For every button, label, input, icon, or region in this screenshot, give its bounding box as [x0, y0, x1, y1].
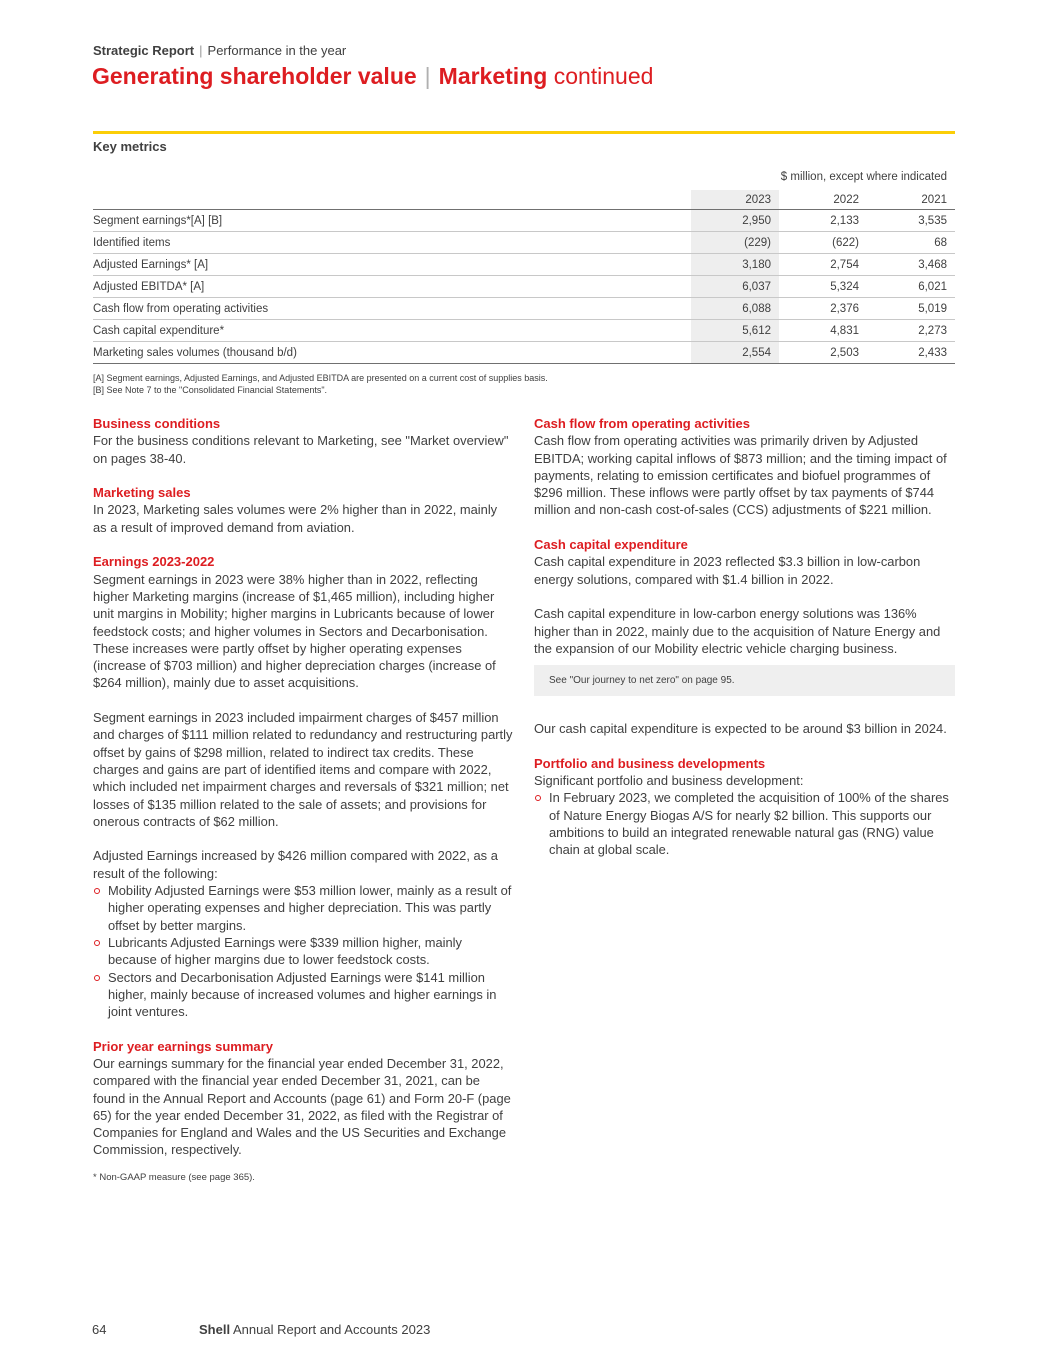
- footnote-a: [A] Segment earnings, Adjusted Earnings, and Adjusted EBITDA are presented on a current cost of supplies basis.: [93, 373, 548, 383]
- prior-year-heading: Prior year earnings summary: [93, 1038, 273, 1054]
- unit-note: $ million, except where indicated: [780, 171, 947, 183]
- table-row: [93, 342, 955, 364]
- row-label: Adjusted EBITDA* [A]: [93, 276, 691, 298]
- table-row: [93, 298, 955, 320]
- breadcrumb: [93, 43, 346, 58]
- value-2023: 6,037: [691, 276, 779, 298]
- table-row: [93, 254, 955, 276]
- header-2021: 2021: [867, 190, 955, 210]
- page-number: 64: [92, 1322, 107, 1337]
- footer-brand: [199, 1322, 430, 1337]
- earnings-heading: Earnings 2023-2022: [93, 554, 215, 570]
- table-footnotes: [93, 373, 548, 396]
- table-row: [93, 276, 955, 298]
- earnings-paragraph-3: Adjusted Earnings increased by $426 million compared with 2022, as a result of the following:: [93, 848, 498, 881]
- right-column: [534, 415, 954, 876]
- value-2023: 2,950: [691, 210, 779, 232]
- header-2023: 2023: [691, 190, 779, 210]
- row-label: Marketing sales volumes (thousand b/d): [93, 342, 691, 364]
- key-metrics-title: Key metrics: [93, 139, 167, 154]
- callout-text: See "Our journey to net zero" on page 95.: [549, 675, 735, 687]
- marketing-sales-heading: Marketing sales: [93, 485, 191, 501]
- value-2022: 2,503: [779, 342, 867, 364]
- brand-name: Shell: [199, 1322, 231, 1337]
- business-conditions-heading: Business conditions: [93, 416, 221, 431]
- value-2021: 2,273: [867, 320, 955, 342]
- section-divider: [93, 131, 955, 134]
- row-label: Cash capital expenditure*: [93, 320, 691, 342]
- non-gaap-note: * Non-GAAP measure (see page 365).: [93, 1172, 255, 1183]
- row-label: Adjusted Earnings* [A]: [93, 254, 691, 276]
- breadcrumb-subsection: Performance in the year: [207, 43, 347, 58]
- portfolio-bullet-list: [534, 789, 954, 858]
- value-2023: (229): [691, 232, 779, 254]
- list-item: In February 2023, we completed the acquisition of 100% of the shares of Nature Energy Biogas A/S for nearly $2 billion. This supports our ambitions to build an integrated renewable natural gas (RNG) value chain at global scale.: [534, 789, 954, 858]
- earnings-bullet-list: [93, 882, 513, 1020]
- value-2022: (622): [779, 232, 867, 254]
- value-2022: 2,133: [830, 214, 859, 227]
- portfolio-heading: Portfolio and business developments: [534, 755, 766, 771]
- table-row: [93, 232, 955, 254]
- report-name: Annual Report and Accounts 2023: [232, 1322, 431, 1337]
- value-2021: 3,535: [918, 214, 947, 227]
- portfolio-intro: Significant portfolio and business development:: [534, 773, 804, 789]
- page-title-topic: Marketing: [438, 63, 548, 89]
- row-label: Segment earnings*[A] [B]: [93, 214, 223, 227]
- cash-flow-text: Cash flow from operating activities was primarily driven by Adjusted EBITDA; working capital inflows of $873 million; and the timing impact of payments, relating to emission certificates and biofuel programmes of $296 million. These inflows were partly offset by tax payments of $744 million and non-cash cost-of-sales (CCS) adjustments of $221 million.: [534, 433, 947, 518]
- cash-flow-heading: Cash flow from operating activities: [534, 416, 750, 431]
- value-2022: 2,376: [779, 298, 867, 320]
- value-2021: 3,468: [867, 254, 955, 276]
- capex-paragraph-1: Cash capital expenditure in 2023 reflected $3.3 billion in low-carbon energy solutions, compared with $1.4 billion in 2022.: [534, 554, 921, 587]
- table-header-row: [93, 190, 955, 210]
- marketing-sales-text: In 2023, Marketing sales volumes were 2% higher than in 2022, mainly as a result of improved demand from aviation.: [93, 502, 498, 535]
- value-2022: 2,754: [779, 254, 867, 276]
- value-2022: 4,831: [779, 320, 867, 342]
- header-label: [93, 190, 691, 210]
- value-2023: 6,088: [691, 298, 779, 320]
- value-2023: 3,180: [691, 254, 779, 276]
- breadcrumb-separator: |: [199, 43, 203, 58]
- value-2023: 2,554: [691, 342, 779, 364]
- key-metrics-table: [93, 190, 955, 364]
- breadcrumb-section: Strategic Report: [93, 43, 195, 58]
- row-label: Cash flow from operating activities: [93, 298, 691, 320]
- list-item: Sectors and Decarbonisation Adjusted Earnings were $141 million higher, mainly because of increased volumes and higher earnings in joint ventures.: [93, 969, 513, 1021]
- list-item: Mobility Adjusted Earnings were $53 million lower, mainly as a result of higher operating expenses and higher depreciation. This was partly offset by better margins.: [93, 882, 513, 934]
- capex-paragraph-3: Our cash capital expenditure is expected to be around $3 billion in 2024.: [534, 721, 947, 737]
- value-2022: 5,324: [779, 276, 867, 298]
- earnings-paragraph-1: Segment earnings in 2023 were 38% higher than in 2022, reflecting higher Marketing margins (increase of $1,465 million), including higher unit margins in Mobility; higher margins in Lubricants because of lower feedstock costs; and higher volumes in Sectors and Decarbonisation. These increases were partly offset by higher operating expenses (increase of $703 million) and higher depreciation charges (increase of $264 million), mainly due to asset acquisitions.: [93, 571, 496, 691]
- value-2023: 5,612: [691, 320, 779, 342]
- value-2021: 2,433: [867, 342, 955, 364]
- value-2021: 6,021: [867, 276, 955, 298]
- header-2022: 2022: [779, 190, 867, 210]
- page-title: [92, 63, 653, 90]
- page-title-main: Generating shareholder value: [92, 63, 417, 89]
- page-title-suffix: continued: [553, 63, 654, 89]
- footnote-b: [B] See Note 7 to the "Consolidated Financial Statements".: [93, 384, 328, 395]
- capex-heading: Cash capital expenditure: [534, 537, 688, 553]
- earnings-paragraph-2: Segment earnings in 2023 included impairment charges of $457 million and charges of $111 million related to redundancy and restructuring partly offset by gains of $298 million, related to indirect tax credits. These charges and gains are part of identified items and compare with 2022, which included net impairment charges and reversals of $321 million; net losses of $135 million related to the sale of assets; and provisions for onerous contracts of $62 million.: [93, 710, 513, 829]
- capex-paragraph-2: Cash capital expenditure in low-carbon energy solutions was 136% higher than in 2022, mainly due to the acquisition of Nature Energy and the expansion of our Mobility electric vehicle charging business.: [534, 606, 941, 656]
- table-row: [93, 210, 955, 232]
- net-zero-callout: [534, 665, 955, 696]
- left-column: [93, 415, 513, 1176]
- title-separator: |: [424, 63, 431, 89]
- list-item: Lubricants Adjusted Earnings were $339 million higher, mainly because of higher margins due to lower feedstock costs.: [93, 934, 513, 969]
- value-2021: 68: [867, 232, 955, 254]
- prior-year-text: Our earnings summary for the financial year ended December 31, 2022, compared with the financial year ended December 31, 2021, can be found in the Annual Report and Accounts (page 61) and Form 20-F (page 65) for the year ended December 31, 2022, as filed with the Registrar of Companies for England and Wales and the US Securities and Exchange Commission, respectively.: [93, 1055, 511, 1158]
- row-label: Identified items: [93, 232, 691, 254]
- value-2021: 5,019: [867, 298, 955, 320]
- table-row: [93, 320, 955, 342]
- business-conditions-text: For the business conditions relevant to Marketing, see "Market overview" on pages 38-40.: [93, 433, 509, 466]
